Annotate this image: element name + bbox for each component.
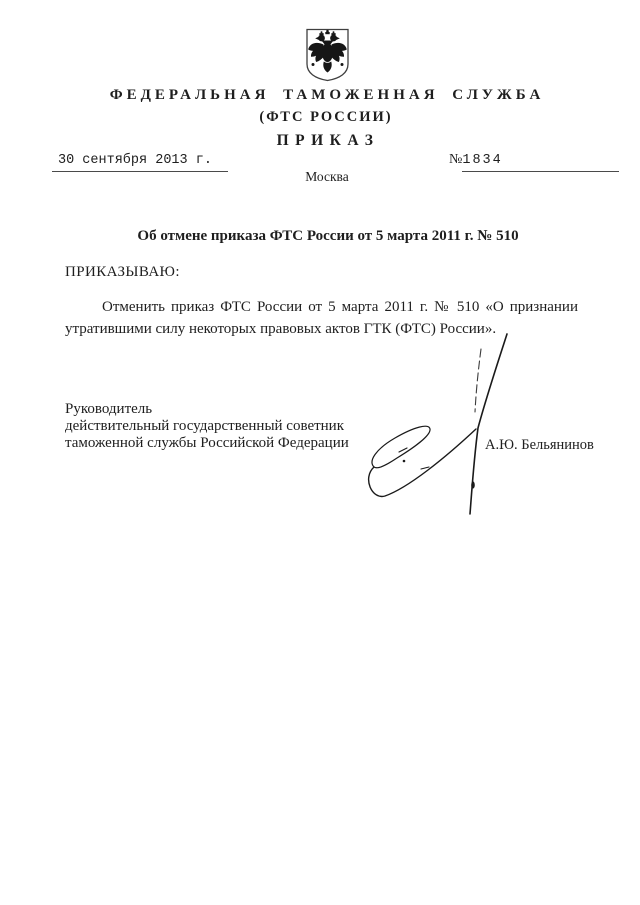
signer-position-line: действительный государственный советник <box>65 417 345 434</box>
number-value: 1834 <box>462 153 503 168</box>
order-word: ПРИКАЗЫВАЮ: <box>65 264 180 280</box>
organization-name: ФЕДЕРАЛЬНАЯ ТАМОЖЕННАЯ СЛУЖБА <box>109 87 545 103</box>
number-sign: № <box>449 152 463 167</box>
document-date: 30 сентября 2013 г. <box>52 153 228 172</box>
order-title: Об отмене приказа ФТС России от 5 марта 2011 г. № 510 <box>137 228 519 244</box>
organization-short-name: (ФТС РОССИИ) <box>259 109 393 125</box>
order-paragraph: Отменить приказ ФТС России от 5 марта 2011 г. № 510 «О признании утратившими силу некоторых правовых актов ГТК (ФТС) России». <box>65 299 578 337</box>
double-headed-eagle-emblem-icon <box>304 28 351 82</box>
document-type-heading: ПРИКАЗ <box>276 132 380 149</box>
signer-name: А.Ю. Бельянинов <box>485 437 594 453</box>
issue-city: Москва <box>305 169 349 184</box>
signer-position-block <box>65 401 349 451</box>
signer-position-line: Руководитель <box>65 401 153 417</box>
signer-position-line: таможенной службы Российской Федерации <box>65 434 349 451</box>
